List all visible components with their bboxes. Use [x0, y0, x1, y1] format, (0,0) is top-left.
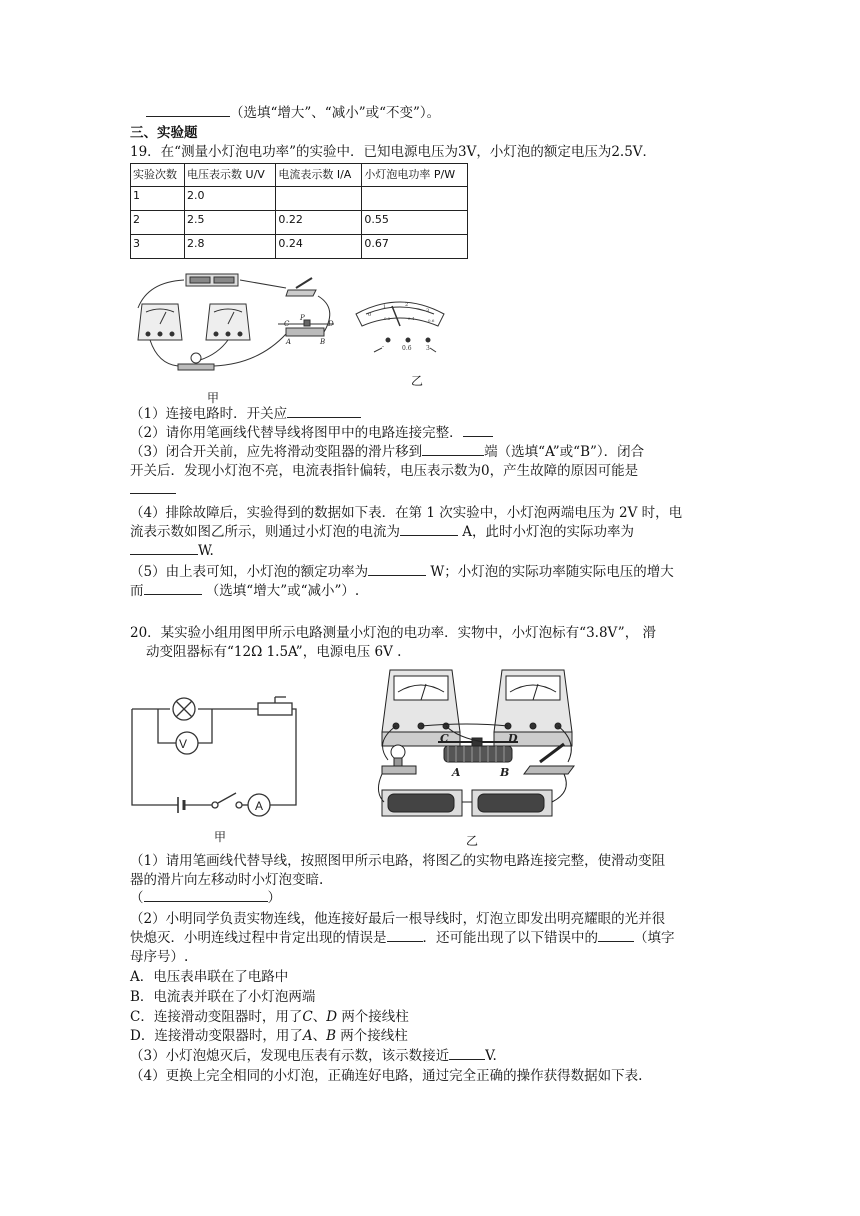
terminal-label: B [500, 766, 510, 779]
answer-blank [449, 1047, 485, 1060]
table-row [131, 235, 468, 259]
terminal-label: C [284, 320, 290, 328]
table-cell: 0.22 [276, 211, 362, 235]
question-text: （3）闭合开关前，应先将滑动变阻器的滑片移到 [130, 444, 423, 460]
terminal-label: A [452, 766, 461, 779]
q19-part3-blank-line [130, 481, 176, 500]
table-cell: 3 [131, 235, 185, 259]
answer-blank [144, 889, 268, 902]
question-text: 端（选填“A”或“B”）．闭合 [484, 444, 645, 460]
q19-part1 [130, 405, 361, 424]
answer-blank [146, 104, 230, 117]
option-text: C．连接滑动变阻器时，用了 [130, 1009, 303, 1025]
terminal-label: 3 [426, 345, 430, 352]
figure-label-yi: 乙 [411, 374, 424, 388]
table-cell: 2 [131, 211, 185, 235]
battery-icon [382, 790, 552, 816]
q19-part3-cont: 开关后．发现小灯泡不亮，电流表指针偏转，电压表示数为0，产生故障的原因可能是 [130, 463, 639, 479]
option-text: 两个接线柱 [341, 1009, 409, 1025]
bracket-open: （ [130, 890, 144, 906]
voltmeter-label: V [178, 737, 188, 751]
ammeter-label: A [254, 799, 264, 813]
terminal-icon [386, 338, 390, 342]
question-text: 而 [130, 583, 144, 599]
table-cell [362, 187, 468, 211]
table-row [131, 211, 468, 235]
table-cell: 0.24 [276, 235, 362, 259]
q20-part1-cont: 器的滑片向左移动时小灯泡变暗. [130, 872, 324, 888]
answer-blank [400, 523, 458, 536]
question-text: （填字 [634, 930, 675, 946]
tick-label: 0.6 [428, 318, 435, 323]
answer-blank [144, 582, 202, 595]
previous-question-tail [146, 104, 440, 123]
variable: D [326, 1009, 338, 1025]
answer-blank [368, 563, 426, 576]
q20-part2-end: 母序号）. [130, 949, 189, 965]
tick-label: 0.4 [408, 316, 415, 321]
q19-circuit-figure-jia [128, 268, 358, 378]
answer-blank [387, 929, 423, 942]
bracket-close: ） [267, 890, 281, 906]
table-header-cell: 电压表示数 U/V [185, 164, 276, 187]
answer-blank [422, 443, 484, 456]
q20-option-c [130, 1008, 409, 1027]
question-text: （2）请你用笔画线代替导线将图甲中的电路连接完整． [130, 425, 463, 441]
rheostat-symbol [258, 703, 292, 715]
ammeter-icon [138, 304, 182, 340]
switch-icon [524, 744, 574, 774]
question-text: W；小灯泡的实际功率随实际电压的增大 [430, 564, 674, 580]
switch-symbol [212, 802, 218, 808]
tick-label: 0.2 [384, 316, 391, 321]
terminal-icon [406, 338, 410, 342]
question-text: 快熄灭．小明连线过程中肯定出现的情误是 [130, 930, 387, 946]
q20-circuit-diagram-jia [128, 695, 298, 825]
q19-part5-cont [130, 582, 359, 601]
tick-label: 2 [405, 302, 409, 308]
separator: 、 [312, 1009, 327, 1025]
q19-part5 [130, 563, 674, 582]
figure-label-yi: 乙 [466, 834, 479, 848]
terminal-label: - [382, 343, 385, 350]
voltmeter-icon [206, 304, 250, 340]
q20-part1: （1）请用笔画线代替导线，按照图甲所示电路，将图乙的实物电路连接完整，使滑动变阻 [130, 853, 666, 869]
table-row [131, 187, 468, 211]
terminal-label: A [286, 338, 292, 346]
q20-part3 [130, 1047, 497, 1066]
rheostat-icon [438, 738, 518, 762]
q20-part2: （2）小明同学负责实物连线，他连接好最后一根导线时，灯泡立即发出明亮耀眼的光并很 [130, 911, 666, 927]
figure-label-jia: 甲 [214, 830, 227, 844]
q20-stem-cont: 动变阻器标有“12Ω 1.5A”，电源电压 6V . [146, 644, 402, 660]
option-text: 两个接线柱 [340, 1028, 408, 1044]
q20-part4: （4）更换上完全相同的小灯泡，正确连好电路，通过完全正确的操作获得数据如下表. [130, 1068, 643, 1084]
question-text: W. [198, 543, 214, 559]
question-text: （选填“增大”或“减小”）. [205, 583, 360, 599]
table-cell: 0.55 [362, 211, 468, 235]
q19-part3 [130, 443, 644, 462]
q19-stem: 19．在“测量小灯泡电功率”的实验中．已知电源电压为3V，小灯泡的额定电压为2.5V． [130, 144, 657, 160]
option-note: （选填“增大”、“减小”或“不变”）。 [230, 105, 441, 121]
table-header-cell: 电流表示数 I/A [276, 164, 362, 187]
variable: C [302, 1009, 313, 1025]
separator: 、 [312, 1028, 327, 1044]
terminal-label: P [300, 314, 305, 322]
q20-option-a: A．电压表串联在了电路中 [130, 969, 289, 985]
variable: B [326, 1028, 336, 1044]
answer-blank [130, 481, 176, 494]
question-text: （3）小灯泡熄灭后，发现电压表有示数，该示数接近 [130, 1048, 450, 1064]
table-header-cell: 小灯泡电功率 P/W [362, 164, 468, 187]
bulb-icon [178, 353, 214, 370]
q20-option-b: B．电流表并联在了小灯泡两端 [130, 989, 316, 1005]
answer-blank [463, 424, 493, 437]
q19-part4-cont [130, 523, 634, 542]
answer-blank [598, 929, 634, 942]
q20-option-d [130, 1027, 408, 1046]
table-cell [276, 187, 362, 211]
tick-label: 1 [383, 304, 387, 310]
answer-blank [130, 542, 198, 555]
terminal-label: D [328, 320, 334, 328]
table-header-row [131, 164, 468, 187]
q20-part1-answer [130, 889, 281, 908]
switch-icon [286, 290, 316, 296]
tick-label: 0 [368, 312, 372, 318]
question-text: ．还可能出现了以下错误中的 [422, 930, 598, 946]
terminal-icon [426, 338, 430, 342]
question-text: A，此时小灯泡的实际功率为 [462, 524, 635, 540]
terminal-label: D [508, 732, 518, 745]
q19-ammeter-dial-yi [352, 292, 452, 354]
q19-part4-end [130, 542, 214, 561]
question-text: （1）连接电路时．开关应 [130, 406, 288, 422]
table-cell: 2.5 [185, 211, 276, 235]
variable: A [302, 1028, 313, 1044]
option-text: D．连接滑动变限器时，用了 [130, 1028, 303, 1044]
question-text: 流表示数如图乙所示，则通过小灯泡的电流为 [130, 524, 400, 540]
q19-data-table [130, 163, 468, 259]
figure-label-jia: 甲 [207, 391, 220, 405]
q20-part2-cont [130, 929, 675, 948]
question-text: V. [485, 1048, 497, 1064]
q20-stem: 20．某实验小组用图甲所示电路测量小灯泡的电功率．实物中，小灯泡标有“3.8V”， 滑 [130, 625, 656, 641]
table-cell: 2.8 [185, 235, 276, 259]
terminal-label: B [320, 338, 326, 346]
q19-part4: （4）排除故障后，实验得到的数据如下表．在第 1 次实验中，小灯泡两端电压为 2V 时，电 [130, 505, 683, 521]
table-header-cell: 实验次数 [131, 164, 185, 187]
q19-part2 [130, 424, 493, 443]
table-cell: 2.0 [185, 187, 276, 211]
table-cell: 0.67 [362, 235, 468, 259]
answer-blank [287, 405, 361, 418]
q20-apparatus-photo-yi [368, 662, 580, 832]
table-cell: 1 [131, 187, 185, 211]
ammeter-icon [494, 670, 572, 746]
section-title: 三、实验题 [130, 125, 198, 141]
terminal-label: 0.6 [402, 345, 412, 352]
question-text: （5）由上表可知，小灯泡的额定功率为 [130, 564, 369, 580]
terminal-label: C [440, 732, 449, 745]
tick-label: 3 [426, 308, 430, 314]
